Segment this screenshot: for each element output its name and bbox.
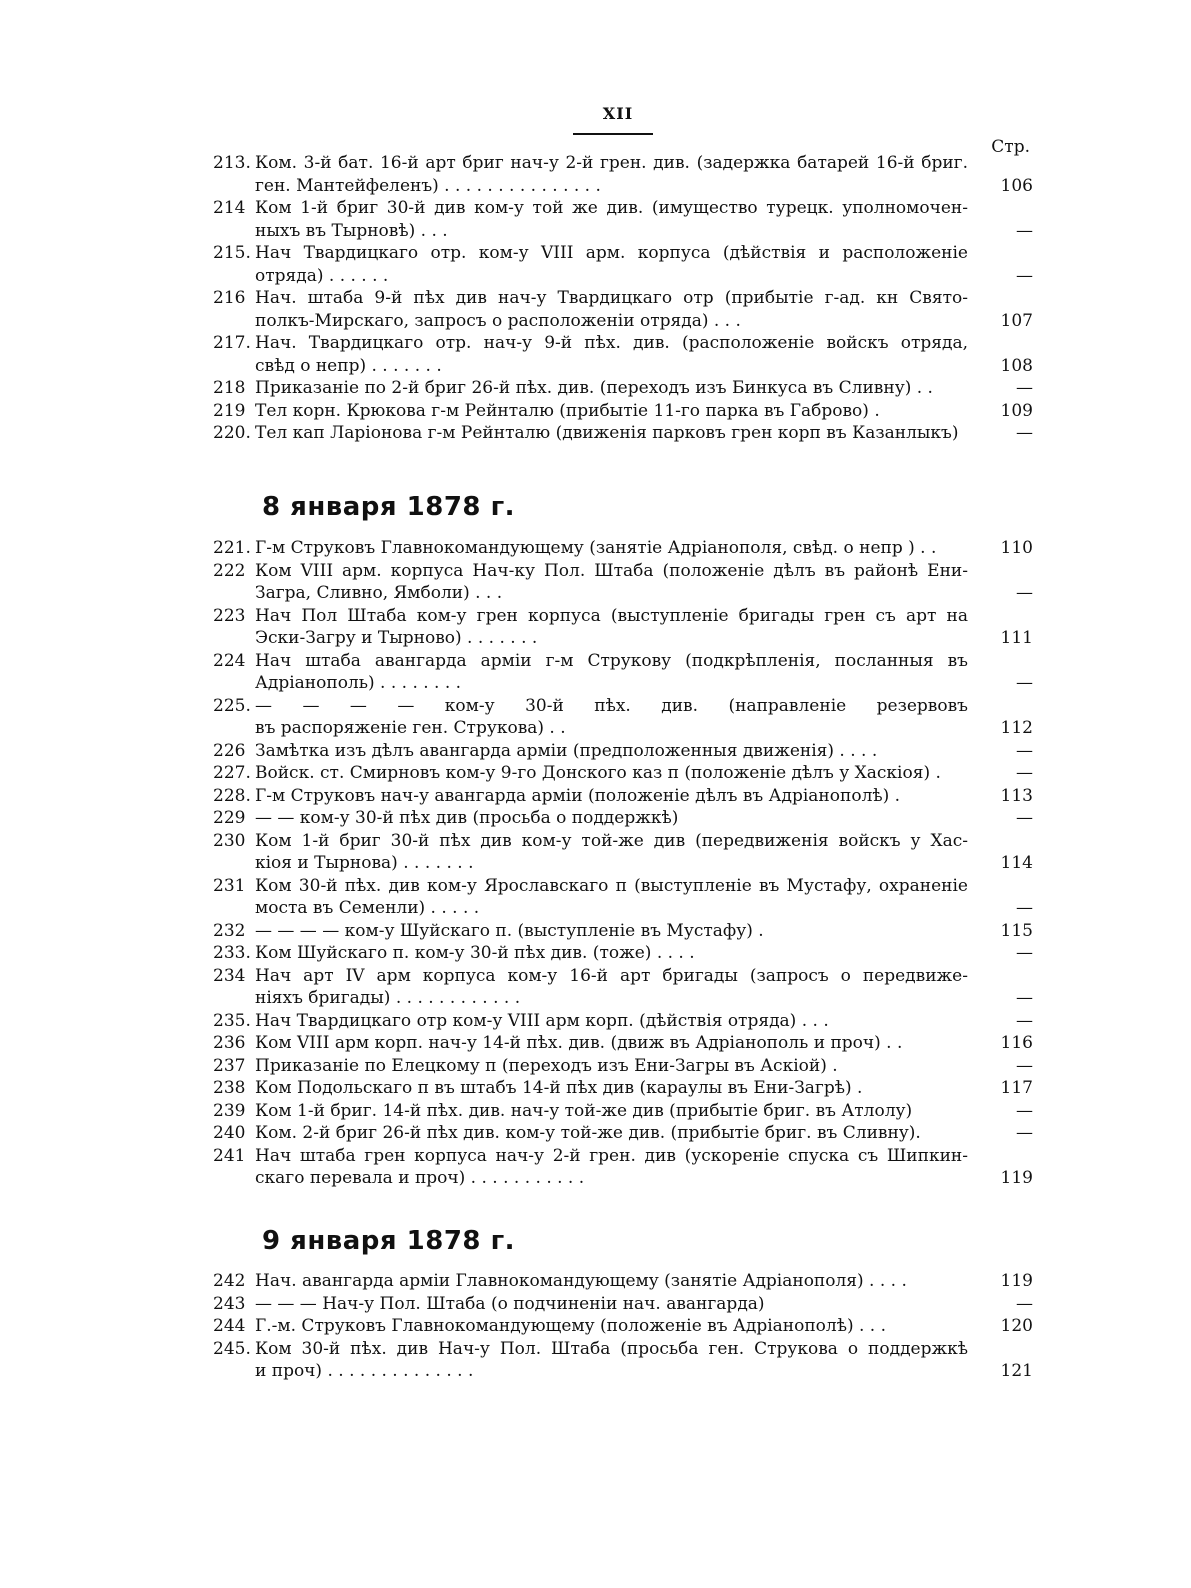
toc-entry <box>213 1122 1033 1145</box>
entry-text-line: ген. Мантейфеленъ) . . . . . . . . . . . . . . . <box>255 175 601 196</box>
entry-page: 107 <box>1000 310 1033 331</box>
entry-text-line: Тел кап Ларіонова г-м Рейнталю (движенія парковъ грен корп въ Казанлыкъ) <box>255 423 959 443</box>
entry-text <box>255 740 968 763</box>
entry-number: 238 <box>213 1078 246 1098</box>
entry-number: 233. <box>213 943 251 963</box>
toc-entry <box>213 197 1033 242</box>
entry-page: — <box>1016 1010 1033 1031</box>
entry-text <box>255 1077 968 1100</box>
entry-page: — <box>1016 1100 1033 1121</box>
entry-number: 234 <box>213 965 246 986</box>
entry-text-line: ныхъ въ Тырновѣ) . . . <box>255 220 448 241</box>
entry-text-line: полкъ-Мирскаго, запросъ о расположеніи отряда) . . . <box>255 310 741 331</box>
entry-page: — <box>1016 943 1033 963</box>
entry-text <box>255 1293 968 1316</box>
entry-number: 241 <box>213 1145 246 1166</box>
entry-text-line: Нач Пол Штаба ком-у грен корпуса (выступленіе бригады грен съ арт на <box>255 605 968 626</box>
entry-text <box>255 1055 968 1078</box>
entry-page: — <box>1016 1123 1033 1143</box>
entry-text <box>255 400 968 423</box>
entry-text <box>255 1010 968 1033</box>
entry-text <box>255 242 968 287</box>
entry-number: 225. <box>213 695 251 716</box>
entry-number: 214 <box>213 198 246 218</box>
entry-text-line: Ком Шуйскаго п. ком-у 30-й пѣх див. (тоже) . . . . <box>255 943 695 963</box>
entry-text-line: Адріанополь) . . . . . . . . <box>255 673 462 693</box>
entry-text <box>255 287 968 332</box>
entry-page: 113 <box>1000 785 1033 806</box>
entry-text <box>255 1122 968 1145</box>
entry-text-line: Войск. ст. Смирновъ ком-у 9-го Донского каз п (положеніе дѣлъ у Хаскіоя) . <box>255 763 941 783</box>
entry-text <box>255 1338 968 1383</box>
toc-entry <box>213 605 1033 650</box>
entry-page: 106 <box>1000 175 1033 196</box>
entry-text-line: Нач штаба авангарда арміи г-м Струкову (подкрѣпленія, посланныя въ <box>255 650 968 671</box>
entry-page: — <box>1016 265 1033 286</box>
entry-page: 109 <box>1000 400 1033 421</box>
entry-text <box>255 650 968 695</box>
entry-text-line: Приказаніе по 2-й бриг 26-й пѣх. див. (переходъ изъ Бинкуса въ Сливну) . . <box>255 378 933 398</box>
entry-text-line: — — — — ком-у Шуйскаго п. (выступленіе въ Мустафу) . <box>255 920 764 941</box>
entry-number: 243 <box>213 1293 246 1314</box>
entry-text <box>255 830 968 875</box>
entry-text-line: отряда) . . . . . . <box>255 265 389 286</box>
entry-text-line: Ком. 3-й бат. 16-й арт бриг нач-у 2-й грен. див. (задержка батарей 16-й бриг. <box>255 153 968 173</box>
entry-number: 216 <box>213 288 246 308</box>
entry-number: 237 <box>213 1055 246 1076</box>
entry-number: 235. <box>213 1010 251 1031</box>
entry-text-line: Ком 1-й бриг 30-й див ком-у той же див. (имущество турецк. уполномочен- <box>255 198 968 218</box>
toc-entry <box>213 537 1033 560</box>
entry-number: 242 <box>213 1271 246 1291</box>
entry-number: 218 <box>213 378 246 398</box>
toc-entry <box>213 422 1033 445</box>
entry-text <box>255 695 968 740</box>
entry-number: 213. <box>213 153 251 173</box>
entry-text <box>255 605 968 650</box>
entry-text-line: Ком VIII арм корп. нач-у 14-й пѣх. див. (движ въ Адріанополь и проч) . . <box>255 1033 903 1053</box>
entry-page: 111 <box>1000 628 1033 648</box>
entry-number: 229 <box>213 808 246 828</box>
toc-entry <box>213 830 1033 875</box>
entry-text <box>255 152 968 197</box>
entry-number: 230 <box>213 830 246 851</box>
entry-text-line: ніяхъ бригады) . . . . . . . . . . . . <box>255 988 521 1008</box>
toc-entry <box>213 242 1033 287</box>
toc-entry <box>213 762 1033 785</box>
entry-text-line: Нач арт IV арм корпуса ком-у 16-й арт бригады (запросъ о передвиже- <box>255 965 968 986</box>
entry-page: — <box>1016 808 1033 828</box>
toc-entry <box>213 1032 1033 1055</box>
entry-text-line: скаго перевала и проч) . . . . . . . . . . . <box>255 1168 585 1188</box>
toc-entry <box>213 1055 1033 1078</box>
entry-text-line: Ком 30-й пѣх. див ком-у Ярославскаго п (выступленіе въ Мустафу, охраненіе <box>255 875 968 896</box>
toc-entry <box>213 287 1033 332</box>
entry-text <box>255 1145 968 1190</box>
toc-entry <box>213 377 1033 400</box>
entry-text <box>255 332 968 377</box>
toc-entry <box>213 807 1033 830</box>
section-heading-8-january: 8 января 1878 г. <box>262 492 516 522</box>
entry-text-line: Загра, Сливно, Ямболи) . . . <box>255 583 503 603</box>
entry-number: 232 <box>213 920 246 941</box>
entry-text-line: кіоя и Тырнова) . . . . . . . <box>255 853 474 873</box>
entry-page: 119 <box>1000 1271 1033 1291</box>
entry-text <box>255 875 968 920</box>
toc-entry <box>213 785 1033 808</box>
entry-page: — <box>1016 763 1033 783</box>
toc-entry <box>213 965 1033 1010</box>
entry-text <box>255 1315 968 1338</box>
entry-text-line: Ком 30-й пѣх. див Нач-у Пол. Штаба (просьба ген. Струкова о поддержкѣ <box>255 1338 968 1359</box>
entry-text-line: — — — — ком-у 30-й пѣх. див. (направленіе резервовъ <box>255 695 968 716</box>
entry-number: 236 <box>213 1033 246 1053</box>
entry-text-line: Ком. 2-й бриг 26-й пѣх див. ком-у той-же див. (прибытіе бриг. въ Сливну). <box>255 1123 921 1143</box>
entry-number: 228. <box>213 785 251 806</box>
entry-number: 215. <box>213 243 251 263</box>
entry-number: 231 <box>213 875 246 896</box>
entry-text-line: Г-м Струковъ нач-у авангарда арміи (положеніе дѣлъ въ Адріанополѣ) . <box>255 785 901 806</box>
entry-text-line: Приказаніе по Елецкому п (переходъ изъ Ени-Загры въ Аскіой) . <box>255 1055 838 1076</box>
entry-number: 224 <box>213 650 246 671</box>
entry-page: — <box>1016 1055 1033 1076</box>
entry-page: — <box>1016 740 1033 761</box>
entry-page: 116 <box>1000 1033 1033 1053</box>
toc-entry <box>213 1293 1033 1316</box>
entry-text <box>255 422 968 445</box>
entry-text <box>255 377 968 400</box>
entry-text <box>255 537 968 560</box>
entry-text-line: моста въ Семенли) . . . . . <box>255 898 480 918</box>
toc-entry <box>213 152 1033 197</box>
entry-page: 112 <box>1000 718 1033 738</box>
toc-entry <box>213 1270 1033 1293</box>
entry-text-line: — — — Нач-у Пол. Штаба (о подчиненіи нач. авангарда) <box>255 1293 765 1314</box>
entry-page: 114 <box>1000 853 1033 873</box>
toc-entry <box>213 332 1033 377</box>
toc-entry <box>213 920 1033 943</box>
entry-text <box>255 920 968 943</box>
entry-page: 110 <box>1000 538 1033 558</box>
entry-number: 220. <box>213 423 251 443</box>
entry-text-line: Ком 1-й бриг 30-й пѣх див ком-у той-же див (передвиженія войскъ у Хас- <box>255 830 968 851</box>
entry-text <box>255 560 968 605</box>
entry-text-line: Тел корн. Крюкова г-м Рейнталю (прибытіе 11-го парка въ Габрово) . <box>255 400 880 421</box>
toc-entry <box>213 1145 1033 1190</box>
entry-number: 244 <box>213 1316 246 1336</box>
toc-entry <box>213 560 1033 605</box>
entry-number: 219 <box>213 400 246 421</box>
entries-group-8-january <box>213 537 1033 1190</box>
entry-text-line: Г-м Струковъ Главнокомандующему (занятіе Адріанополя, свѣд. о непр ) . . <box>255 538 937 558</box>
entry-text-line: Ком Подольскаго п въ штабъ 14-й пѣх див (караулы въ Ени-Загрѣ) . <box>255 1078 863 1098</box>
toc-entry <box>213 1338 1033 1383</box>
entry-page: 117 <box>1000 1078 1033 1098</box>
entry-text-line: Нач Твардицкаго отр ком-у VIII арм корп. (дѣйствія отряда) . . . <box>255 1010 829 1031</box>
toc-entry <box>213 1315 1033 1338</box>
entry-number: 217. <box>213 333 251 353</box>
entry-number: 221. <box>213 538 251 558</box>
page-number: XII <box>602 104 634 123</box>
entry-text <box>255 762 968 785</box>
section-heading-9-january: 9 января 1878 г. <box>262 1226 516 1256</box>
entry-page: 108 <box>1000 355 1033 376</box>
toc-entry <box>213 1010 1033 1033</box>
entry-text-line: Нач. Твардицкаго отр. нач-у 9-й пѣх. див. (расположеніе войскъ отряда, <box>255 333 968 353</box>
entry-text <box>255 1270 968 1293</box>
entry-page: 120 <box>1000 1316 1033 1336</box>
page-number-rule <box>573 133 653 135</box>
entry-page: — <box>1016 988 1033 1008</box>
entry-text-line: — — ком-у 30-й пѣх див (просьба о поддержкѣ) <box>255 808 679 828</box>
toc-entry <box>213 942 1033 965</box>
entry-page: 121 <box>1000 1361 1033 1381</box>
entry-page: — <box>1016 378 1033 398</box>
toc-entry <box>213 1077 1033 1100</box>
toc-entry <box>213 875 1033 920</box>
entries-group-1 <box>213 152 1033 445</box>
entry-text-line: свѣд о непр) . . . . . . . <box>255 355 442 376</box>
entry-text-line: Ком VIII арм. корпуса Нач-ку Пол. Штаба (положеніе дѣлъ въ районѣ Ени- <box>255 560 968 581</box>
toc-entry <box>213 695 1033 740</box>
entry-number: 226 <box>213 740 246 761</box>
entry-text-line: Нач штаба грен корпуса нач-у 2-й грен. див (ускореніе спуска съ Шипкин- <box>255 1145 968 1166</box>
toc-entry <box>213 650 1033 695</box>
toc-entry <box>213 740 1033 763</box>
entry-text <box>255 965 968 1010</box>
entry-number: 239 <box>213 1100 246 1121</box>
toc-entry <box>213 1100 1033 1123</box>
entry-text-line: Замѣтка изъ дѣлъ авангарда арміи (предположенныя движенія) . . . . <box>255 740 878 761</box>
entry-number: 245. <box>213 1338 251 1359</box>
entry-text-line: Нач. штаба 9-й пѣх див нач-у Твардицкаго отр (прибытіе г-ад. кн Свято- <box>255 288 968 308</box>
entry-text <box>255 807 968 830</box>
entry-text <box>255 1100 968 1123</box>
entry-page: — <box>1016 898 1033 918</box>
entry-text-line: и проч) . . . . . . . . . . . . . . <box>255 1361 474 1381</box>
entry-number: 240 <box>213 1123 246 1143</box>
entry-page: — <box>1016 220 1033 241</box>
entry-page: — <box>1016 1293 1033 1314</box>
entry-text-line: Нач. авангарда арміи Главнокомандующему (занятіе Адріанополя) . . . . <box>255 1271 907 1291</box>
entry-page: 119 <box>1000 1168 1033 1188</box>
entry-page: 115 <box>1000 920 1033 941</box>
entry-text <box>255 197 968 242</box>
entry-number: 222 <box>213 560 246 581</box>
entry-number: 227. <box>213 763 251 783</box>
entry-page: — <box>1016 583 1033 603</box>
entry-text-line: Эски-Загру и Тырново) . . . . . . . <box>255 628 538 648</box>
entries-group-9-january <box>213 1270 1033 1383</box>
entry-number: 223 <box>213 605 246 626</box>
entry-text <box>255 942 968 965</box>
entry-text-line: въ распоряженіе ген. Струкова) . . <box>255 718 566 738</box>
toc-entry <box>213 400 1033 423</box>
page-column-header: Стр. <box>991 137 1030 157</box>
entry-page: — <box>1016 673 1033 693</box>
entry-text <box>255 785 968 808</box>
entry-text-line: Нач Твардицкаго отр. ком-у VIII арм. корпуса (дѣйствія и расположеніе <box>255 243 968 263</box>
entry-page: — <box>1016 423 1033 443</box>
entry-text <box>255 1032 968 1055</box>
entry-text-line: Ком 1-й бриг. 14-й пѣх. див. нач-у той-же див (прибытіе бриг. въ Атлолу) <box>255 1100 913 1121</box>
entry-text-line: Г.-м. Струковъ Главнокомандующему (положеніе въ Адріанополѣ) . . . <box>255 1316 887 1336</box>
